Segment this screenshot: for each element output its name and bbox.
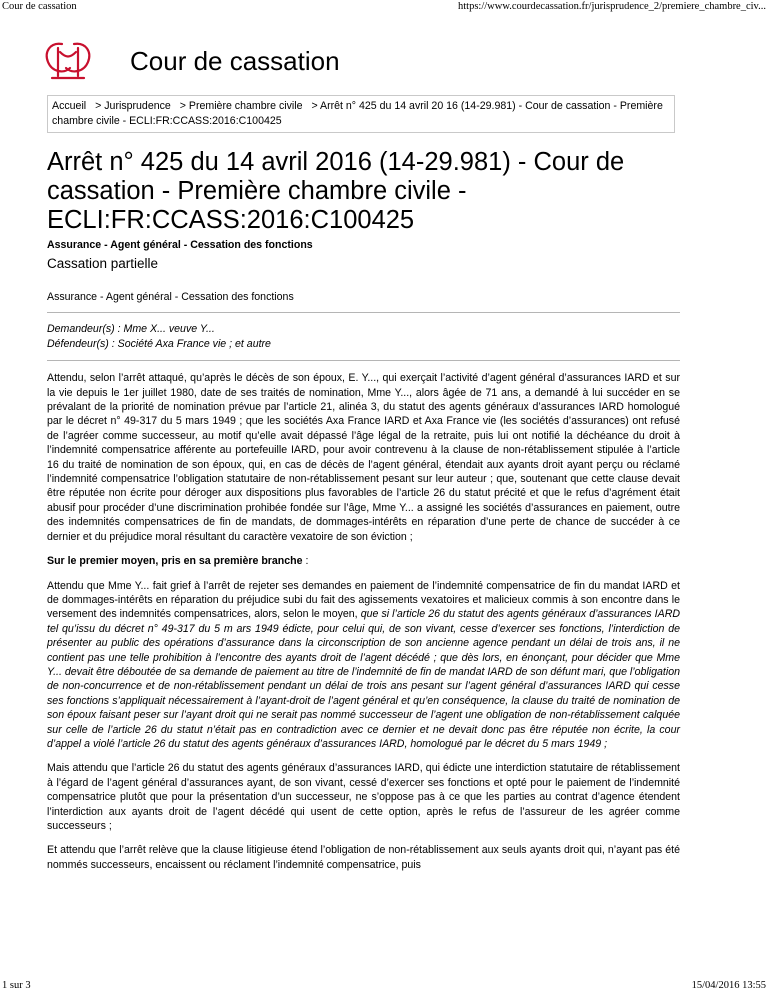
- moyen-quote: que si l’article 26 du statut des agents généraux d’assurances IARD tel qu’issu du décret n° 49-317 du 5 m ars 1949 édicte, pour celui qui, de son vivant, cesse d’exercer ses fonctions, l’interdiction de présenter au public des opérations d’assurance dans la circonscription de son ancienne agence pendant un délai de trois ans, il ne contient pas une telle prohibition à l’encontre des ayants droit de l’agent décédé ; que dès lors, en énonçant, pour décider que Mme Y... devait être déboutée de sa demande de paiement au titre de l’indemnité de fin de mandat IARD de son défunt mari, que l’obligation de non-concurrence et de non-rétablissement pendant un délai de trois ans pesant sur l’agent général d’assurances IARD qui cesse ses fonctions s’appliquait nécessairement à l’ayant-droit de l’agent général et qu’en conséquence, la clause du traité de nomination de son époux faisant peser sur l’ayant droit qui ne serait pas nommé successeur de l’agent une obligation de non-rétablissement calquée sur celle de l’article 26 du statut n’était pas en contradiction avec ce dernier et ne devait donc pas être réputée non écrite, la cour d’appel a violé l’article 26 du statut des agents généraux d’assurances IARD, homologué par le décret du 5 mars 1949 ;: [47, 608, 680, 750]
- moyen-heading: Sur le premier moyen, pris en sa première branche: [47, 555, 303, 568]
- paragraph: Attendu, selon l’arrêt attaqué, qu’après le décès de son époux, E. Y..., qui exerçait l’activité d’agent général d’assurances IARD et sur la vie depuis le 1er juillet 1980, date de ses traités de nomination, Mme Y..., alors âgée de 71 ans, a demandé à lui succéder en se prévalant de la priorité de nomination prévue par l’article 21, alinéa 3, du statut des agents généraux d’assurances IARD homologué par le décret n° 49-317 du 5 mars 1949 ; que les sociétés Axa France IARD et Axa France vie (les sociétés d’assurances) ont refusé de l’agréer comme successeur, au motif qu’elle avait dépassé l’âge légal de la retraite, puis lui ont notifié la déchéance du droit à l’indemnité compensatrice afférente au portefeuille IARD, pour avoir contrevenu à la clause de non-rétablissement stipulée à l’article 16 du traité de nomination de son époux, qui, en cas de décès de l’agent général, étendait aux ayants droit ayant perçu ou réclamé l’indemnité compensatrice l’obligation statutaire de non-rétablissement pesant sur leur auteur ; que, soutenant que cette clause devait être réputée non écrite pour déroger aux dispositions plus favorables de l’article 26 du statut précité et que le refus d’agrément était abusif pour procéder d’une discrimination prohibée fondée sur l’âge, Mme Y... a assigné les sociétés d’assurances en paiement, outre des indemnités compensatrices de fin de mandats, de dommages-intérêts en réparation d’une perte de chance de succéder à ce dernier et du préjudice moral résultant du caractère vexatoire de son éviction ;: [47, 372, 680, 543]
- print-footer: [0, 980, 768, 994]
- topic-text: Assurance - Agent général - Cessation des fonctions: [47, 290, 294, 303]
- breadcrumb: [47, 95, 675, 133]
- cour-de-cassation-logo-icon[interactable]: [40, 38, 96, 82]
- print-timestamp: 15/04/2016 13:55: [691, 980, 766, 991]
- divider: [47, 360, 680, 361]
- breadcrumb-item-chamber[interactable]: Première chambre civile: [188, 100, 303, 112]
- breadcrumb-separator: >: [95, 100, 102, 112]
- moyen-suffix: :: [302, 555, 309, 568]
- print-header-title: Cour de cassation: [2, 1, 77, 12]
- article-content: [47, 238, 680, 872]
- parties: [47, 322, 680, 352]
- print-header-url: https://www.courdecassation.fr/jurisprudence_2/premiere_chambre_civ...: [458, 1, 766, 12]
- page-number: 1 sur 3: [2, 980, 31, 991]
- paragraph: Et attendu que l’arrêt relève que la clause litigieuse étend l’obligation de non-rétablissement aux seuls ayants droit qui, n’ayant pas été nommés successeurs, encaissent ou réclament l’indemnité compensatrice, puis: [47, 844, 680, 871]
- paragraph: Mais attendu que l’article 26 du statut des agents généraux d’assurances IARD, qui édicte une interdiction statutaire de rétablissement à l’égard de l’agent général d’assurances ayant, de son vivant, cessé d’exercer ses fonctions et opté pour le paiement de l’indemnité compensatrice plutôt que pour la présentation d’un successeur, ne s’oppose pas à ce que les parties au contrat d’agence étendent l’interdiction aux ayants droit de l’agent décédé qui usent de cette option, après le refus de l’assureur de les agréer comme successeurs ;: [47, 762, 680, 832]
- breadcrumb-separator: >: [311, 100, 318, 112]
- breadcrumb-separator: >: [179, 100, 186, 112]
- paragraph: [47, 579, 680, 752]
- breadcrumb-item-current: Arrêt n° 425 du 14 avril 20 16 (14-29.981) - Cour de cassation - Première chambre civile - ECLI:FR:CCASS:2016:C100425: [52, 100, 663, 127]
- topic-heading: Assurance - Agent général - Cessation des fonctions: [47, 239, 313, 251]
- site-title: Cour de cassation: [130, 46, 340, 76]
- breadcrumb-item-home[interactable]: Accueil: [52, 100, 87, 112]
- demandeur: Demandeur(s) : Mme X... veuve Y...: [47, 323, 215, 336]
- breadcrumb-item-jurisprudence[interactable]: Jurisprudence: [104, 100, 171, 112]
- paragraph-text: Attendu que Mme Y... fait grief à l’arrêt de rejeter ses demandes en paiement de l’indemnité compensatrice de fin du mandat IARD et de dommages-intérêts en réparation du préjudice subi du fait des agissements vexatoires et malicieux commis à son encontre dans le versement des indemnités compensatrices, alors, selon le moyen,: [47, 579, 680, 621]
- page-title: Arrêt n° 425 du 14 avril 2016 (14-29.981) - Cour de cassation - Première chambre civile - ECLI:FR:CCASS:2016:C100425: [47, 148, 625, 234]
- divider: [47, 312, 680, 313]
- print-header: [0, 0, 768, 14]
- decision-label: Cassation partielle: [47, 256, 159, 272]
- defendeur: Défendeur(s) : Société Axa France vie ; et autre: [47, 338, 271, 351]
